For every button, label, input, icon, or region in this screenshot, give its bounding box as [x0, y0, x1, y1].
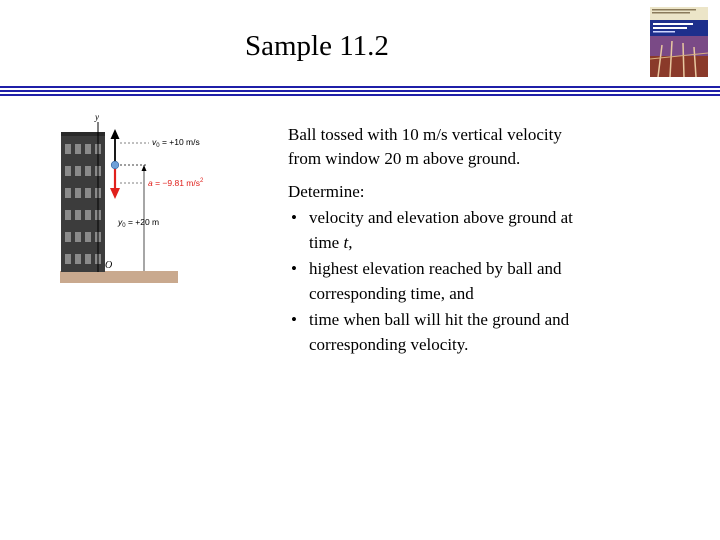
book-cover-image: [650, 7, 708, 77]
bullet-item: • velocity and elevation above ground at time t,: [288, 205, 688, 256]
ground: [60, 271, 178, 283]
book-cover-thumbnail: [650, 7, 708, 77]
problem-statement: [288, 123, 688, 171]
intro-line: from window 20 m above ground.: [288, 149, 521, 168]
y0-label: $y_0 = +20$ m: [118, 217, 160, 229]
origin-label: O: [105, 260, 113, 271]
ball: [111, 161, 119, 169]
y-axis-label: y: [95, 112, 99, 122]
velocity-arrow: [111, 129, 120, 162]
v0-label: $v_0 = +10$ m/s: [152, 137, 200, 149]
determine-heading: Determine:: [288, 182, 365, 201]
intro-line: Ball tossed with 10 m/s vertical velocity: [288, 125, 562, 144]
title-divider: [0, 86, 720, 100]
ball-toss-figure: [56, 110, 246, 290]
slide-title: Sample 11.2: [245, 30, 389, 62]
acceleration-label: a = −9.81 $m/s^2$: [148, 178, 204, 188]
acceleration-arrow: [110, 168, 120, 199]
building-diagram: [56, 110, 246, 290]
bullet-item: • highest elevation reached by ball and corresponding time, and: [288, 256, 688, 307]
bullet-item: • time when ball will hit the ground and corresponding velocity.: [288, 307, 688, 358]
determine-list: [288, 179, 688, 358]
